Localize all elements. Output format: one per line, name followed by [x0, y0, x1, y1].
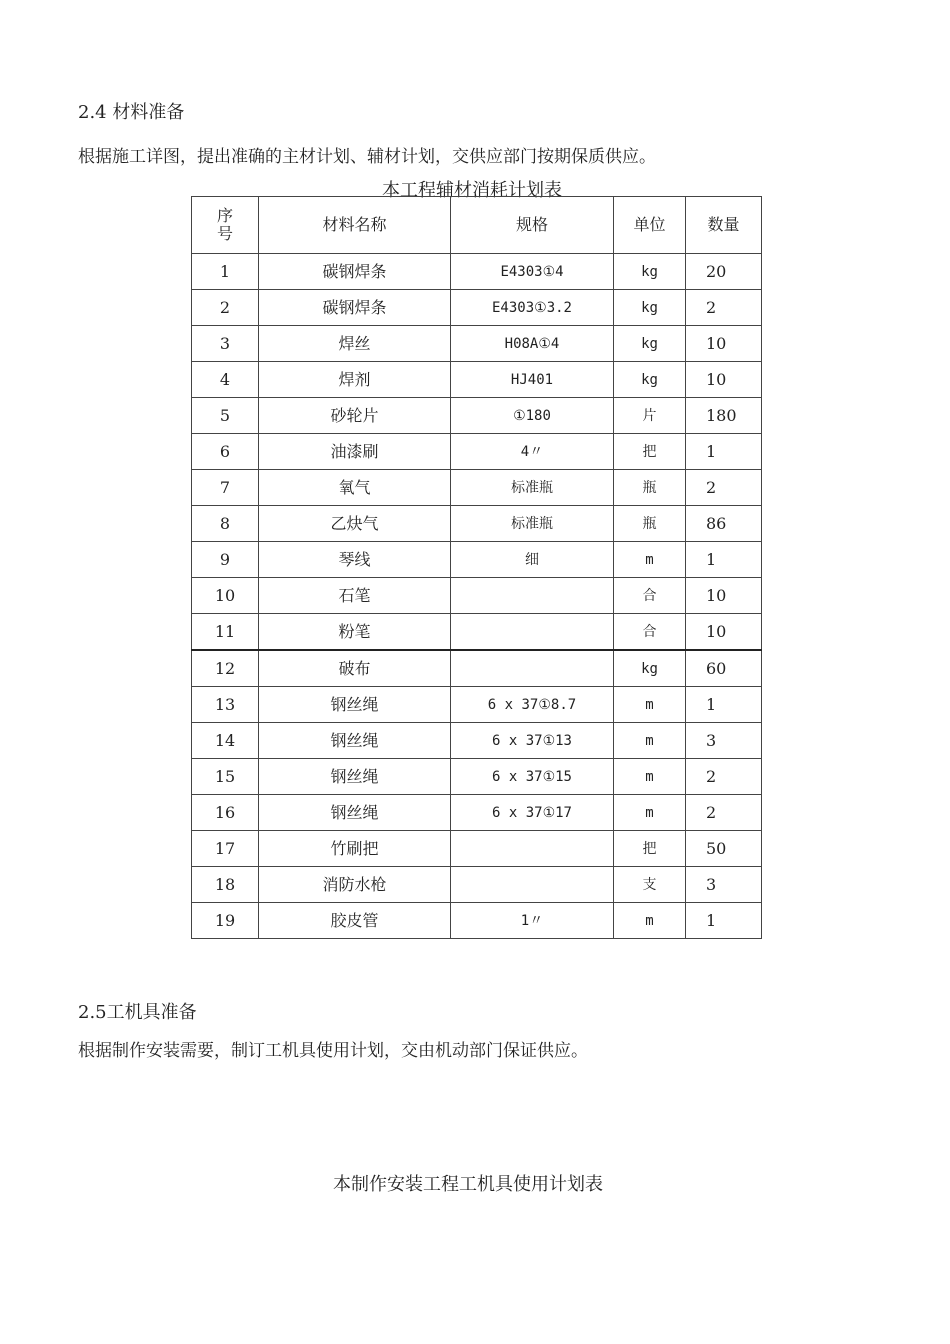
table-row [192, 614, 762, 651]
section-text-2-5: 根据制作安装需要，制订工机具使用计划，交由机动部门保证供应。 [78, 1041, 588, 1061]
table-row [192, 723, 762, 759]
cell-qty: 3 [686, 867, 762, 903]
table-row [192, 903, 762, 939]
cell-qty: 10 [686, 362, 762, 398]
cell-spec: 6 x 37①13 [451, 723, 614, 759]
header-no: 序号 [192, 197, 259, 254]
cell-spec: H08A①4 [451, 326, 614, 362]
cell-qty: 180 [686, 398, 762, 434]
cell-unit: m [614, 903, 686, 939]
cell-spec: 6 x 37①8.7 [451, 687, 614, 723]
table-row [192, 290, 762, 326]
cell-unit: m [614, 542, 686, 578]
table-row [192, 506, 762, 542]
header-qty: 数量 [686, 197, 762, 254]
cell-name: 粉笔 [259, 614, 451, 651]
cell-unit: 瓶 [614, 470, 686, 506]
cell-name: 钢丝绳 [259, 687, 451, 723]
cell-name: 钢丝绳 [259, 759, 451, 795]
table-row [192, 578, 762, 614]
cell-unit: m [614, 759, 686, 795]
header-name: 材料名称 [259, 197, 451, 254]
table-row [192, 326, 762, 362]
cell-spec: E4303①3.2 [451, 290, 614, 326]
cell-no: 2 [192, 290, 259, 326]
cell-name: 氧气 [259, 470, 451, 506]
cell-name: 竹刷把 [259, 831, 451, 867]
section-heading-2-5: 2.5工机具准备 [78, 1002, 197, 1023]
cell-name: 钢丝绳 [259, 795, 451, 831]
table-row [192, 542, 762, 578]
cell-no: 9 [192, 542, 259, 578]
cell-qty: 2 [686, 290, 762, 326]
table-row [192, 254, 762, 290]
cell-no: 8 [192, 506, 259, 542]
cell-qty: 10 [686, 326, 762, 362]
table-row [192, 795, 762, 831]
cell-qty: 3 [686, 723, 762, 759]
cell-unit: kg [614, 290, 686, 326]
cell-name: 消防水枪 [259, 867, 451, 903]
cell-unit: 合 [614, 578, 686, 614]
cell-qty: 2 [686, 759, 762, 795]
header-unit: 单位 [614, 197, 686, 254]
cell-name: 碳钢焊条 [259, 254, 451, 290]
cell-spec: 4〃 [451, 434, 614, 470]
table1-title: 本工程辅材消耗计划表 [382, 180, 562, 201]
table-row [192, 398, 762, 434]
cell-qty: 1 [686, 903, 762, 939]
cell-unit: 把 [614, 831, 686, 867]
cell-no: 16 [192, 795, 259, 831]
table-row [192, 867, 762, 903]
cell-unit: m [614, 723, 686, 759]
cell-unit: 把 [614, 434, 686, 470]
cell-spec [451, 831, 614, 867]
cell-no: 5 [192, 398, 259, 434]
cell-qty: 60 [686, 650, 762, 687]
cell-name: 石笔 [259, 578, 451, 614]
cell-no: 3 [192, 326, 259, 362]
cell-no: 10 [192, 578, 259, 614]
cell-unit: 合 [614, 614, 686, 651]
cell-no: 4 [192, 362, 259, 398]
cell-spec [451, 650, 614, 687]
table-row [192, 470, 762, 506]
cell-spec [451, 614, 614, 651]
cell-no: 12 [192, 650, 259, 687]
table2-title: 本制作安装工程工机具使用计划表 [333, 1174, 603, 1195]
cell-no: 14 [192, 723, 259, 759]
cell-name: 焊丝 [259, 326, 451, 362]
cell-name: 钢丝绳 [259, 723, 451, 759]
cell-name: 琴线 [259, 542, 451, 578]
cell-unit: m [614, 795, 686, 831]
cell-spec: HJ401 [451, 362, 614, 398]
table-row [192, 687, 762, 723]
cell-spec: 6 x 37①17 [451, 795, 614, 831]
table-row [192, 362, 762, 398]
section-text-2-4: 根据施工详图，提出准确的主材计划、辅材计划，交供应部门按期保质供应。 [78, 147, 656, 167]
cell-spec [451, 578, 614, 614]
cell-qty: 1 [686, 542, 762, 578]
cell-unit: 瓶 [614, 506, 686, 542]
cell-no: 18 [192, 867, 259, 903]
cell-no: 17 [192, 831, 259, 867]
cell-spec: 标准瓶 [451, 470, 614, 506]
cell-unit: kg [614, 326, 686, 362]
cell-no: 15 [192, 759, 259, 795]
cell-no: 1 [192, 254, 259, 290]
auxiliary-material-table [191, 196, 762, 939]
cell-name: 破布 [259, 650, 451, 687]
table-row [192, 831, 762, 867]
cell-name: 砂轮片 [259, 398, 451, 434]
cell-unit: kg [614, 254, 686, 290]
cell-spec: 6 x 37①15 [451, 759, 614, 795]
cell-qty: 2 [686, 470, 762, 506]
cell-unit: kg [614, 650, 686, 687]
cell-no: 13 [192, 687, 259, 723]
cell-no: 11 [192, 614, 259, 651]
cell-unit: 支 [614, 867, 686, 903]
section-heading-2-4: 2.4 材料准备 [78, 102, 185, 123]
cell-name: 乙炔气 [259, 506, 451, 542]
cell-no: 19 [192, 903, 259, 939]
cell-name: 胶皮管 [259, 903, 451, 939]
cell-name: 碳钢焊条 [259, 290, 451, 326]
cell-no: 6 [192, 434, 259, 470]
cell-unit: kg [614, 362, 686, 398]
table-row [192, 434, 762, 470]
header-spec: 规格 [451, 197, 614, 254]
cell-qty: 1 [686, 687, 762, 723]
table-header-row [192, 197, 762, 254]
cell-qty: 1 [686, 434, 762, 470]
cell-unit: m [614, 687, 686, 723]
cell-qty: 20 [686, 254, 762, 290]
cell-no: 7 [192, 470, 259, 506]
cell-spec [451, 867, 614, 903]
cell-name: 焊剂 [259, 362, 451, 398]
table-row [192, 759, 762, 795]
cell-spec: 1〃 [451, 903, 614, 939]
cell-qty: 10 [686, 578, 762, 614]
cell-unit: 片 [614, 398, 686, 434]
cell-spec: E4303①4 [451, 254, 614, 290]
table-row [192, 650, 762, 687]
cell-qty: 50 [686, 831, 762, 867]
cell-name: 油漆刷 [259, 434, 451, 470]
cell-spec: 细 [451, 542, 614, 578]
cell-spec: ①180 [451, 398, 614, 434]
cell-spec: 标准瓶 [451, 506, 614, 542]
cell-qty: 2 [686, 795, 762, 831]
cell-qty: 10 [686, 614, 762, 651]
cell-qty: 86 [686, 506, 762, 542]
